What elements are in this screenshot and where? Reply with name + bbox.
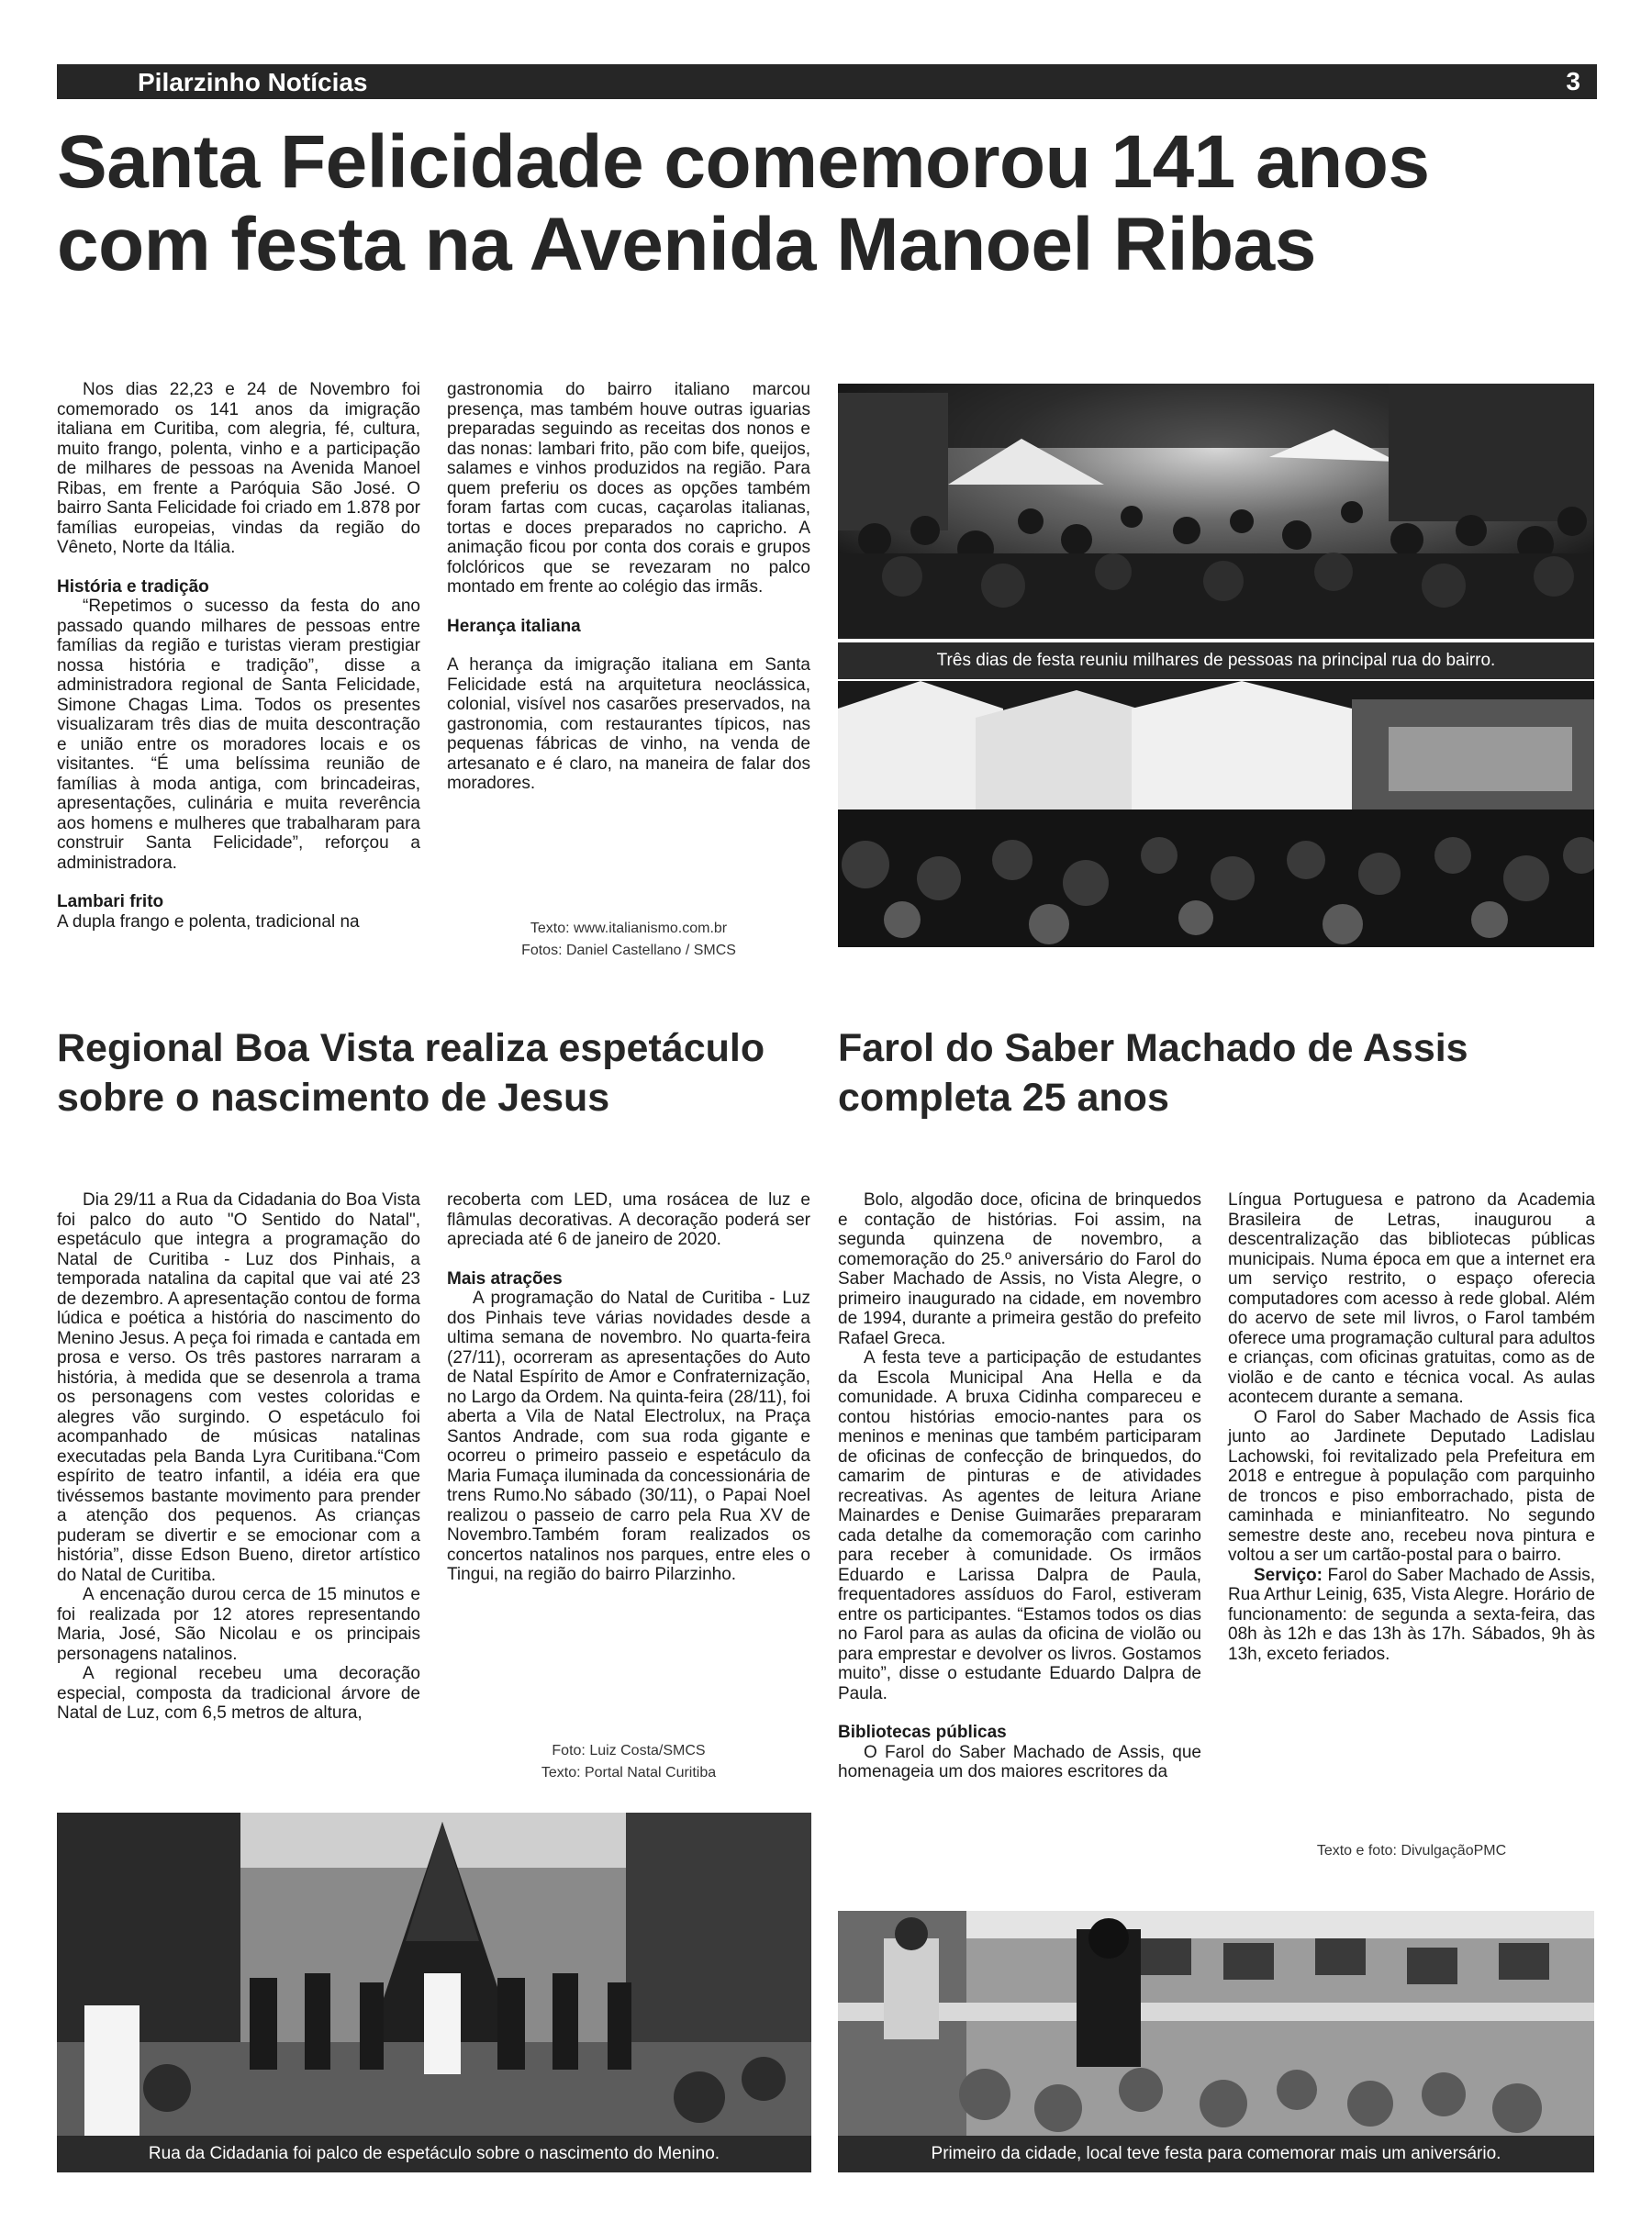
photo-caption: Três dias de festa reuniu milhares de pessoas na principal rua do bairro. bbox=[838, 642, 1594, 679]
nativity-photo-image bbox=[57, 1813, 811, 2136]
paragraph: “Repetimos o sucesso da festa do ano passado quando milhares de pessoas entre famílias da região e turistas vieram prestigiar nossa história e tradição”, disse a administradora regional de Santa Felicidade, Simone Chagas Lima. Todos os presentes visualizaram três dias de muita descontração e união entre os moradores locais e os visitantes. “É uma belíssima reunião de famílias à moda antiga, com brincadeiras, apresentações, culinária e muita reverência aos homens e mulheres que trabalharam para construir Santa Felicidade”, reforçou a administradora. bbox=[57, 597, 420, 873]
page-number: 3 bbox=[1566, 67, 1580, 95]
article-title-farol-do-saber: Farol do Saber Machado de Assis completa 25 anos bbox=[838, 1026, 1468, 1120]
subheading: Herança italiana bbox=[447, 616, 581, 636]
service-label: Serviço: bbox=[1254, 1565, 1323, 1585]
paragraph: Dia 29/11 a Rua da Cidadania do Boa Vista foi palco do auto "O Sentido do Natal", espetáculo que integra a programação do Natal de Curitiba - Luz dos Pinhais, a temporada natalina da capital que vai até 23 de dezembro. A apresentação contou de forma lúdica e poética a história do nascimento do Menino Jesus. A peça foi rimada e cantada em prosa e verso. Os três pastores narraram a história, à medida que se desenrola a trama os personagens com vestes coloridas e alegres vão surgindo. O espetáculo foi acompanhado de músicas natalinas executadas pela Banda Lyra Curitibana.“Com espírito de teatro infantil, a idéia era que tivéssemos bastante movimento para prender a atenção dos pequenos. As crianças puderam se divertir e se emocionar com a história”, disse Edson Bueno, diretor artístico do Natal de Curitiba. bbox=[57, 1190, 420, 1585]
paragraph: A regional recebeu uma decoração especial, composta da tradicional árvore de Natal de Luz, com 6,5 metros de altura, bbox=[57, 1664, 420, 1723]
tents-photo-image bbox=[838, 681, 1594, 947]
page-header bbox=[57, 64, 1597, 99]
library-photo-image bbox=[838, 1911, 1594, 2136]
crowd-photo-image bbox=[838, 384, 1594, 639]
article1-column-2 bbox=[447, 380, 810, 794]
photo-library-party bbox=[838, 1911, 1594, 2136]
subheading: Lambari frito bbox=[57, 892, 164, 911]
article3-column-1 bbox=[838, 1190, 1201, 1782]
article3-column-2 bbox=[1228, 1190, 1595, 1664]
article-title-regional-boa-vista: Regional Boa Vista realiza espetáculo sobre o nascimento de Jesus bbox=[57, 1026, 765, 1120]
photo-festival-crowd bbox=[838, 384, 1594, 639]
text-credit: Texto: Portal Natal Curitiba bbox=[541, 1765, 717, 1781]
article-title-santa-felicidade: Santa Felicidade comemorou 141 anos com festa na Avenida Manoel Ribas bbox=[57, 120, 1430, 286]
text-photo-credit: Texto e foto: DivulgaçãoPMC bbox=[1316, 1843, 1507, 1859]
paragraph bbox=[1228, 1566, 1595, 1665]
paragraph: O Farol do Saber Machado de Assis fica junto ao Jardinete Deputado Ladislau Lachowski, foi revitalizado pela Prefeitura em 2018 e entregue à população com parquinho de troncos e piso emborrachado, pista de caminhada e minianfiteatro. No segundo semestre deste ano, recebeu nova pintura e voltou a ser um cartão-postal para o bairro. bbox=[1228, 1407, 1595, 1565]
photo-caption: Rua da Cidadania foi palco de espetáculo sobre o nascimento do Menino. bbox=[57, 2136, 811, 2172]
paragraph: gastronomia do bairro italiano marcou presença, mas também houve outras iguarias preparadas seguindo as receitas dos nonos e das nonas: lambari frito, pão com bife, queijos, salames e vinhos produzidos na região. Para quem preferiu os doces as opções também foram fartas com cucas, caçarolas italianas, tortas e doces preparados no capricho. A animação ficou por conta dos corais e grupos folclóricos que se revezaram no palco montado em frente ao colégio das irmãs. bbox=[447, 380, 810, 597]
paragraph: A programação do Natal de Curitiba - Luz dos Pinhais teve várias novidades desde a ultima semana de novembro. No quarta-feira (27/11), ocorreram as apresentações do Auto de Natal Espírito de Amor e Confraternização, no Largo da Ordem. Na quinta-feira (28/11), foi aberta a Vila de Natal Electrolux, na Praça Santos Andrade, com sua roda gigante e ocorreu o primeiro passeio e espetáculo da Maria Fumaça iluminada da concessionária de trens Rumo.No sábado (30/11), o Papai Noel realizou o passeio de carro pela Rua XV de Novembro.Também foram realizados os concertos natalinos nos parques, entre eles o Tingui, na região do bairro Pilarzinho. bbox=[447, 1289, 810, 1584]
paragraph: A dupla frango e polenta, tradicional na bbox=[57, 911, 360, 932]
photo-festival-tents bbox=[838, 681, 1594, 947]
paragraph: A herança da imigração italiana em Santa Felicidade está na arquitetura neoclássica, colonial, visível nos casarões preservados, na gastronomia, com restaurantes típicos, nas pequenas fábricas de vinho, na venda de artesanato e é claro, na maneira de falar dos moradores. bbox=[447, 655, 810, 793]
paragraph: Bolo, algodão doce, oficina de brinquedos e contação de histórias. Foi assim, na segunda quinzena de novembro, a comemoração do 25.º aniversário do Farol do Saber Machado de Assis, no Vista Alegre, o primeiro inaugurado na cidade, em novembro de 1994, durante a primeira gestão do prefeito Rafael Greca. bbox=[838, 1190, 1201, 1348]
article2-column-2 bbox=[447, 1190, 810, 1585]
photo-credit: Fotos: Daniel Castellano / SMCS bbox=[521, 943, 736, 958]
photo-credit: Foto: Luiz Costa/SMCS bbox=[552, 1743, 706, 1758]
article1-column-1 bbox=[57, 380, 420, 932]
paragraph: recoberta com LED, uma rosácea de luz e flâmulas decorativas. A decoração poderá ser apreciada até 6 de janeiro de 2020. bbox=[447, 1190, 810, 1249]
service-text: Farol do Saber Machado de Assis, Rua Arthur Leinig, 635, Vista Alegre. Horário de funcionamento: de segunda a sexta-feira, das 08h às 12h e das 13h às 17h. Sábados, 9h às 13h, exceto feriados. bbox=[1228, 1565, 1595, 1664]
paragraph: A festa teve a participação de estudantes da Escola Municipal Ana Hella e da comunidade. A bruxa Cidinha compareceu e contou histórias emocio-nantes para os meninos e meninas que também participaram de oficinas de confecção de brinquedos, do camarim de pinturas e de atividades recreativas. As agentes de leitura Ariane Mainardes e Denise Guimarães prepararam cada detalhe da comemoração com carinho para receber à comunidade. Os irmãos Eduardo e Larissa Dalpra de Paula, frequentadores assíduos do Farol, estiveram entre os participantes. “Estamos todos os dias no Farol para as aulas da oficina de violão ou para emprestar e devolver os livros. Gostamos muito”, disse o estudante Eduardo Dalpra de Paula. bbox=[838, 1348, 1201, 1703]
paragraph: O Farol do Saber Machado de Assis, que homenageia um dos maiores escritores da bbox=[838, 1742, 1201, 1781]
photo-caption: Primeiro da cidade, local teve festa para comemorar mais um aniversário. bbox=[838, 2136, 1594, 2172]
subheading: Mais atrações bbox=[447, 1268, 563, 1289]
paragraph: Língua Portuguesa e patrono da Academia Brasileira de Letras, inaugurou a descentralização das bibliotecas públicas municipais. Numa época em que a internet era um serviço restrito, o espaço oferecia computadores com acesso à rede global. Além do acervo de sete mil livros, o Farol também oferece uma programação cultural para adultos e crianças, com oficinas gratuitas, como as de violão e de canto e técnica vocal. As aulas acontecem durante a semana. bbox=[1228, 1190, 1595, 1407]
subheading: História e tradição bbox=[57, 576, 209, 597]
paragraph: Nos dias 22,23 e 24 de Novembro foi comemorado os 141 anos da imigração italiana em Curitiba, com alegria, fé, cultura, muito frango, polenta, vinho e a participação de milhares de pessoas na Avenida Manoel Ribas, em frente a Paróquia São José. O bairro Santa Felicidade foi criado em 1.878 por famílias europeias, vindas da região do Vêneto, Norte da Itália. bbox=[57, 380, 420, 557]
article1-credits bbox=[447, 918, 810, 962]
photo-nativity-play bbox=[57, 1813, 811, 2136]
article2-credits bbox=[447, 1740, 810, 1784]
subheading: Bibliotecas públicas bbox=[838, 1723, 1007, 1742]
paragraph: A encenação durou cerca de 15 minutos e foi realizada por 12 atores representando Maria, José, São Nicolau e os principais personagens natalinos. bbox=[57, 1585, 420, 1664]
newspaper-name: Pilarzinho Notícias bbox=[138, 68, 368, 96]
article3-credits bbox=[1228, 1840, 1595, 1862]
article2-column-1 bbox=[57, 1190, 420, 1724]
text-credit: Texto: www.italianismo.com.br bbox=[530, 921, 728, 936]
